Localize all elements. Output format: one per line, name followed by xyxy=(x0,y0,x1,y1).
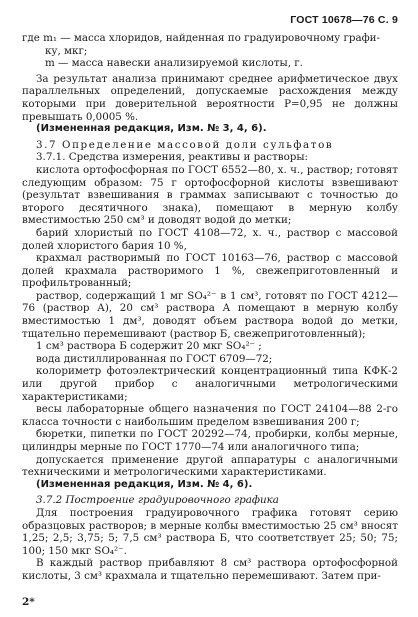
section-heading-3-7: 3.7 Определение массовой доли сульфатов xyxy=(36,138,334,151)
equipment-glassware: бюретки, пипетки по ГОСТ 20292—74, пробирки, колбы мерные, цилиндры мерные по ГОСТ 1770—74 или аналогичного типа; xyxy=(22,428,398,453)
page-header: ГОСТ 10678—76 С. 9 xyxy=(290,14,398,26)
amendment-note-2: (Измененная редакция, Изм. № 4, 6). xyxy=(36,478,253,490)
reagent-barium-chloride: барий хлористый по ГОСТ 4108—72, х. ч., раствор с массовой долей хлористого бария 10 %, xyxy=(22,226,398,252)
solution-b-content: 1 см³ раствора Б содержит 20 мкг SO₄²⁻ ; xyxy=(36,340,262,353)
signature-mark: 2* xyxy=(22,596,35,608)
document-body xyxy=(22,32,398,583)
equipment-scales: весы лабораторные общего назначения по ГОСТ 24104—88 2-го класса точности с наибольшим пределом взвешивания 200 г; xyxy=(22,403,398,428)
formula-explanation-m1-cont: ку, мкг; xyxy=(45,44,88,57)
reagent-distilled-water: вода дистиллированная по ГОСТ 6709—72; xyxy=(36,352,273,365)
reagent-starch: крахмал растворимый по ГОСТ 10163—76, раствор с массовой долей крахмала растворимого 1 %, свежеприготовленный и профильтрованный; xyxy=(22,252,398,290)
calibration-paragraph: Для построения градуировочного графика готовят серию образцовых растворов; в мерные колбы вместимостью 25 см³ вносят 1,25; 2,5; 3,75; 5; 7,5 см³ раствора Б, что соответствует 25; 50; 75; 100; 150 мкг SO₄²⁻. xyxy=(22,506,398,557)
equipment-alternative: допускается применение другой аппаратуры с аналогичными техническими и метрологическими характеристиками. xyxy=(22,453,398,479)
section-3-7-2: 3.7.2 Построение градуировочного графика xyxy=(36,494,279,507)
result-paragraph: За результат анализа принимают среднее арифметическое двух параллельных определений, допускаемые расхождения между которыми при доверительной вероятности P=0,95 не должны превышать 0,0005 %. xyxy=(22,72,398,123)
formula-explanation-m: m — масса навески анализируемой кислоты, г. xyxy=(45,57,303,70)
procedure-paragraph: В каждый раствор прибавляют 8 см³ раствора ортофосфорной кислоты, 3 см³ крахмала и тщательно перемешивают. Затем при- xyxy=(22,557,398,582)
reagent-phosphoric-acid: кислота ортофосфорная по ГОСТ 6552—80, х. ч., раствор; готовят следующим образом: 75 г ортофосфорной кислоты взвешивают (результат взвешивания в граммах записывают с точностью до второго десятичного знака), помещают в мерную колбу вместимостью 250 см³ и доводят водой до метки; xyxy=(22,163,398,227)
section-3-7-1: 3.7.1. Средства измерения, реактивы и растворы: xyxy=(36,151,309,164)
reagent-sulfate-solution: раствор, содержащий 1 мг SO₄²⁻ в 1 см³, готовят по ГОСТ 4212—76 (раствор А), 20 см³ раствора А помещают в мерную колбу вместимостью 1 дм³, доводят объем раствора водой до метки, тщательно перемешивают (раствор Б, свежеприготовленный); xyxy=(22,289,398,340)
equipment-colorimeter: колориметр фотоэлектрический концентрационный типа КФК-2 или другой прибор с аналогичными метрологическими характеристиками; xyxy=(22,365,398,403)
amendment-note-1: (Измененная редакция, Изм. № 3, 4, 6). xyxy=(36,123,267,135)
formula-explanation-m1: где m₁ — масса хлоридов, найденная по градуировочному графи- xyxy=(22,32,380,44)
